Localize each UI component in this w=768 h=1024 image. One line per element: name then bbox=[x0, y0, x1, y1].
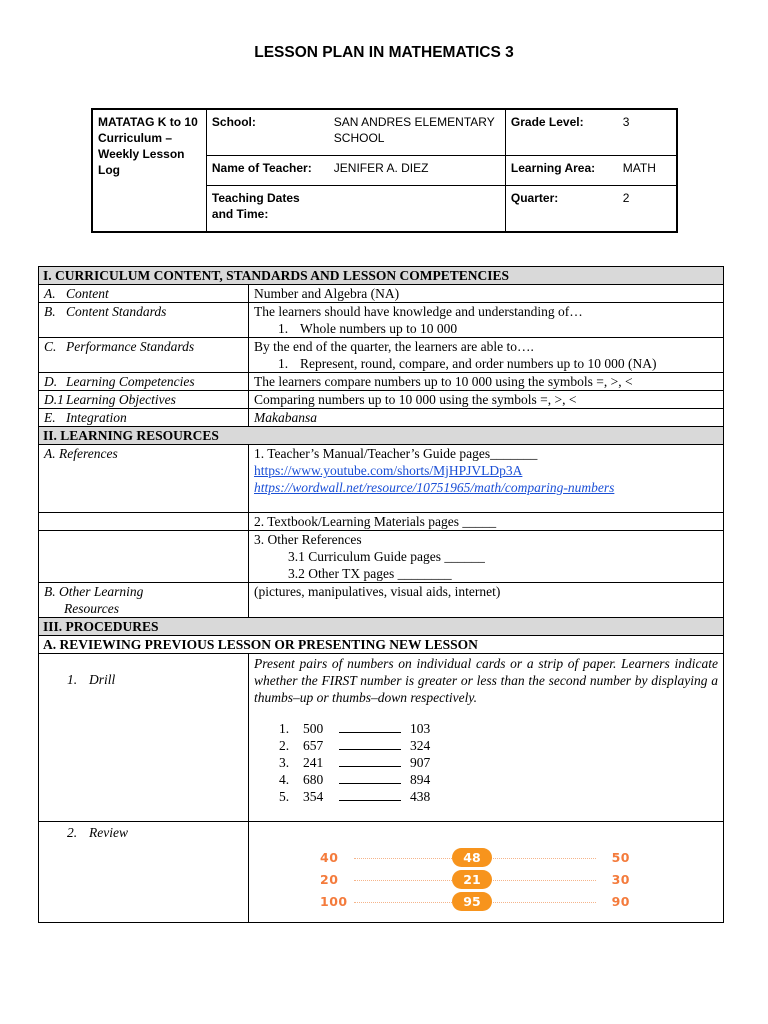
content-label: A. Content bbox=[39, 285, 249, 303]
school-label: School: bbox=[206, 109, 328, 155]
number-line-right: 30 bbox=[611, 872, 630, 887]
area-value: MATH bbox=[618, 155, 677, 185]
number-line-marker: 48 bbox=[452, 848, 492, 867]
learning-objectives-label: D.1 Learning Objectives bbox=[39, 391, 249, 409]
learning-competencies-value: The learners compare numbers up to 10 000 using the symbols =, >, < bbox=[249, 373, 724, 391]
drill-item: 4. 680 894 bbox=[279, 772, 431, 787]
review-label: 2. Review bbox=[39, 822, 249, 923]
dates-value bbox=[329, 185, 506, 232]
integration-label: E. Integration bbox=[39, 409, 249, 427]
reviewing-heading: A. REVIEWING PREVIOUS LESSON OR PRESENTING NEW LESSON bbox=[39, 636, 724, 654]
number-line-row bbox=[320, 872, 630, 888]
grade-value: 3 bbox=[618, 109, 677, 155]
references-label: A. References bbox=[39, 445, 249, 513]
other-resources-value: (pictures, manipulatives, visual aids, internet) bbox=[249, 583, 724, 618]
textbook-empty-cell bbox=[39, 513, 249, 531]
number-line-right: 50 bbox=[611, 850, 630, 865]
teacher-value: JENIFER A. DIEZ bbox=[329, 155, 506, 185]
number-line-marker: 95 bbox=[452, 892, 492, 911]
number-line-right: 90 bbox=[611, 894, 630, 909]
performance-standards-value: By the end of the quarter, the learners are able to…. 1. Represent, round, compare, and order numbers up to 10 000 (NA) bbox=[249, 338, 724, 373]
drill-item: 3. 241 907 bbox=[279, 755, 431, 770]
references-value: 1. Teacher’s Manual/Teacher’s Guide pages_______ https://www.youtube.com/shorts/MjHPJVLDp3A https://wordwall.net/resource/10751965/math/comparing-numbers bbox=[249, 445, 724, 513]
lesson-log-header bbox=[91, 108, 678, 233]
drill-content: Present pairs of numbers on individual cards or a strip of paper. Learners indicate whether the FIRST number is greater or less than the second number by displaying a thumbs–up or thumbs–down respectively. 1. 500 103 2. 657 324 3. 241 907 4. 680 894 5. 354 438 bbox=[249, 654, 724, 822]
other-references: 3. Other References 3.1 Curriculum Guide pages ______ 3.2 Other TX pages ________ bbox=[249, 531, 724, 583]
dates-label: Teaching Dates and Time: bbox=[206, 185, 328, 232]
number-line-left: 20 bbox=[320, 872, 339, 887]
page-title: LESSON PLAN IN MATHEMATICS 3 bbox=[254, 44, 514, 61]
wordwall-link[interactable]: https://wordwall.net/resource/10751965/math/comparing-numbers bbox=[254, 480, 615, 495]
learning-competencies-label: D. Learning Competencies bbox=[39, 373, 249, 391]
lesson-plan-table bbox=[38, 266, 724, 923]
number-line-left: 40 bbox=[320, 850, 339, 865]
content-standards-value: The learners should have knowledge and understanding of… 1. Whole numbers up to 10 000 bbox=[249, 303, 724, 338]
number-line-marker: 21 bbox=[452, 870, 492, 889]
drill-list bbox=[254, 720, 718, 805]
drill-label: 1. Drill bbox=[39, 654, 249, 822]
school-value: SAN ANDRES ELEMENTARY SCHOOL bbox=[329, 109, 506, 155]
log-title: MATATAG K to 10 Curriculum – Weekly Lesson Log bbox=[92, 109, 206, 232]
learning-objectives-value: Comparing numbers up to 10 000 using the symbols =, >, < bbox=[249, 391, 724, 409]
quarter-value: 2 bbox=[618, 185, 677, 232]
section-3-heading: III. PROCEDURES bbox=[39, 618, 724, 636]
number-line-row bbox=[320, 894, 630, 910]
grade-label: Grade Level: bbox=[505, 109, 617, 155]
drill-item: 2. 657 324 bbox=[279, 738, 431, 753]
youtube-link[interactable]: https://www.youtube.com/shorts/MjHPJVLDp3A bbox=[254, 463, 523, 478]
section-2-heading: II. LEARNING RESOURCES bbox=[39, 427, 724, 445]
number-line-row bbox=[320, 850, 630, 866]
integration-value: Makabansa bbox=[249, 409, 724, 427]
drill-item: 1. 500 103 bbox=[279, 721, 431, 736]
area-label: Learning Area: bbox=[505, 155, 617, 185]
textbook-pages: 2. Textbook/Learning Materials pages _____ bbox=[249, 513, 724, 531]
performance-standards-label: C. Performance Standards bbox=[39, 338, 249, 373]
quarter-label: Quarter: bbox=[505, 185, 617, 232]
section-1-heading: I. CURRICULUM CONTENT, STANDARDS AND LESSON COMPETENCIES bbox=[39, 267, 724, 285]
other-refs-empty-cell bbox=[39, 531, 249, 583]
number-line-left: 100 bbox=[320, 894, 348, 909]
teacher-label: Name of Teacher: bbox=[206, 155, 328, 185]
content-standards-label: B. Content Standards bbox=[39, 303, 249, 338]
drill-item: 5. 354 438 bbox=[279, 789, 431, 804]
other-resources-label: B. Other Learning Resources bbox=[39, 583, 249, 618]
content-value: Number and Algebra (NA) bbox=[249, 285, 724, 303]
